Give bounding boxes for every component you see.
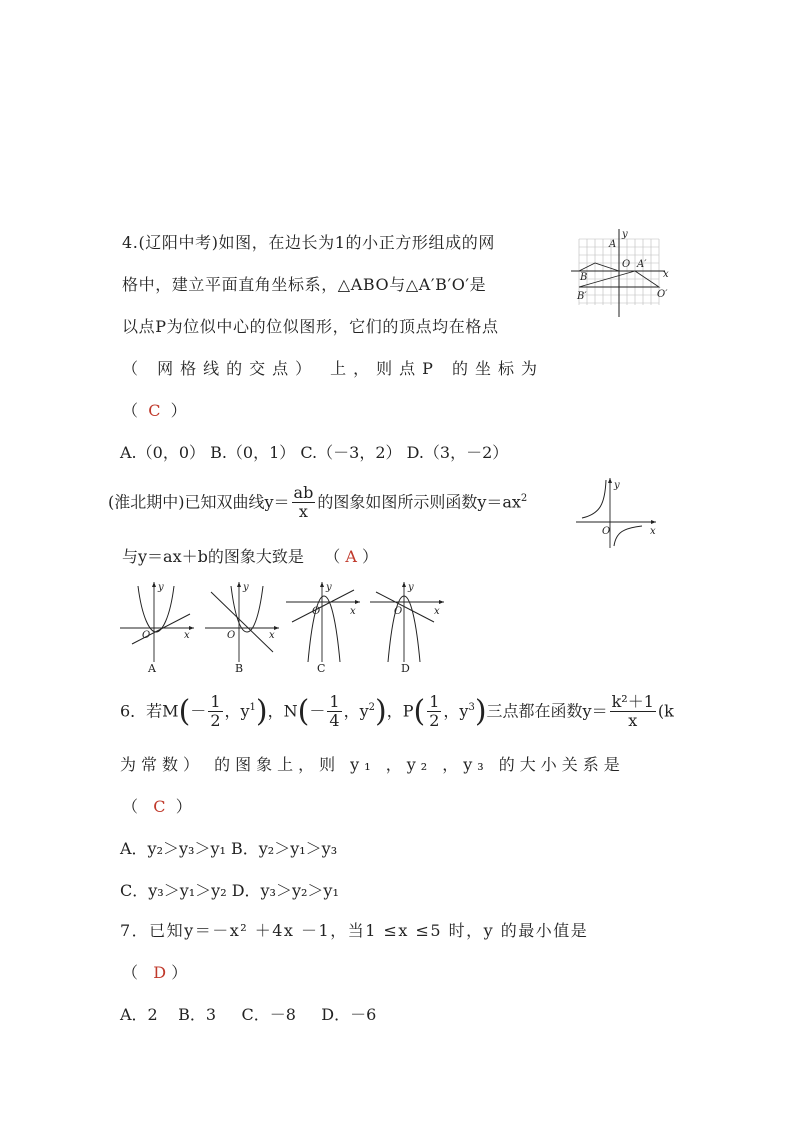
q6-n-sup: 2 xyxy=(368,702,375,713)
q5-hyperbola-figure xyxy=(572,474,664,554)
q5-graph-d-label: D xyxy=(401,662,410,674)
q5-graph-b-label: B xyxy=(235,662,244,674)
svg-text:O: O xyxy=(227,630,236,641)
q6-m-sign: － xyxy=(190,701,207,721)
q4-answer: C xyxy=(148,401,161,420)
q5-graph-a-label: A xyxy=(148,662,156,674)
q5-hyp-label-o: O xyxy=(602,526,611,537)
q6-n-den: 4 xyxy=(329,711,340,731)
q7-paren-close: ） xyxy=(171,963,188,982)
q6-m-sup: 1 xyxy=(249,702,256,713)
q4-line1: 4.(辽阳中考)如图，在边长为1的小正方形组成的网 xyxy=(122,233,495,252)
q6-options-ab: A．y₂＞y₃＞y₁ B．y₂＞y₁＞y₃ xyxy=(120,839,338,858)
q4-label-a: A xyxy=(609,239,617,250)
q5-paren-open: （ xyxy=(324,547,341,566)
q4-paren-close: ） xyxy=(170,401,187,420)
q7-options: A．2 B．3 C．－8 D．－6 xyxy=(120,1005,377,1024)
q6-n-y: ，y xyxy=(343,701,369,721)
q4-grid-figure xyxy=(565,225,675,320)
svg-text:y: y xyxy=(326,582,332,593)
q5-answer: A xyxy=(345,547,357,566)
q5-paren-close: ） xyxy=(361,547,378,566)
svg-text:y: y xyxy=(158,582,164,593)
q4-label-o: O xyxy=(622,259,631,270)
q5-fraction xyxy=(292,484,316,522)
svg-text:x: x xyxy=(350,606,356,617)
q5-prefix: (淮北期中)已知双曲线y＝ xyxy=(108,492,290,512)
q6-mid: 三点都在函数y＝ xyxy=(486,701,608,721)
q4-triangle-abo xyxy=(579,263,619,271)
q6-m-den: 2 xyxy=(210,711,221,731)
q5-sup: 2 xyxy=(520,493,528,505)
q6-n-frac xyxy=(327,693,341,731)
q6-f-num: k²＋1 xyxy=(611,691,654,711)
q6-n-label: ，N xyxy=(267,701,298,721)
q6-prefix: 6．若M xyxy=(120,701,179,721)
q6-p-label: ，P xyxy=(386,701,414,721)
q6-p-y: ，y xyxy=(443,701,469,721)
svg-text:O: O xyxy=(142,630,151,641)
q5-hyp-label-x: x xyxy=(650,526,656,537)
svg-text:x: x xyxy=(434,606,440,617)
q7-answer-line xyxy=(122,960,187,983)
q6-answer: C xyxy=(153,797,166,816)
svg-text:x: x xyxy=(269,630,275,641)
q6-paren-open: （ xyxy=(122,797,139,816)
q4-answer-line xyxy=(122,398,187,421)
q5-graph-c-label: C xyxy=(317,662,326,674)
q7-line1: 7．已知y＝－x² ＋4x －1，当1 ≤x ≤5 时，y 的最小值是 xyxy=(120,921,589,940)
q6-p-sup: 3 xyxy=(468,702,475,713)
q5-line1 xyxy=(108,484,527,522)
q5-hyp-label-y: y xyxy=(614,480,620,491)
q6-line2: 为常数） 的图象上，则 y₁ ，y₂ ，y₃ 的大小关系是 xyxy=(120,755,625,774)
q4-label-a2: A′ xyxy=(637,259,647,270)
q6-tail: (k xyxy=(657,701,674,721)
q4-label-b2: B′ xyxy=(577,291,587,302)
q6-n-sign: － xyxy=(309,701,326,721)
q4-label-b: B xyxy=(580,272,588,283)
q5-graph-c xyxy=(284,578,364,674)
q4-options: A.（0，0） B.（0，1） C.（－3，2） D.（3，－2） xyxy=(120,443,509,462)
q5-graph-a xyxy=(118,578,198,674)
svg-text:O: O xyxy=(394,606,403,617)
q5-line2-text: 与y＝ax＋b的图象大致是 xyxy=(122,547,304,566)
q6-m-num: 1 xyxy=(210,691,221,711)
q4-label-y: y xyxy=(622,229,628,240)
svg-text:y: y xyxy=(408,582,414,593)
q6-m-frac xyxy=(208,693,222,731)
q5-frac-num: ab xyxy=(293,483,314,502)
svg-text:y: y xyxy=(243,582,249,593)
svg-text:x: x xyxy=(184,630,190,641)
q6-m-y: ，y xyxy=(224,701,250,721)
q6-p-num: 1 xyxy=(429,691,440,711)
q7-paren-open: （ xyxy=(122,963,139,982)
q6-f-den: x xyxy=(628,711,638,731)
q5-graph-d xyxy=(368,578,448,674)
q4-line2: 格中，建立平面直角坐标系，△ABO与△A′B′O′是 xyxy=(122,275,487,294)
q5-graph-b xyxy=(203,578,283,674)
q7-answer: D xyxy=(153,963,167,982)
q5-suffix: 的图象如图所示则函数y＝ax xyxy=(317,492,521,512)
q6-func-frac xyxy=(610,693,656,731)
q6-p-frac xyxy=(427,693,441,731)
q6-paren-close: ） xyxy=(175,797,192,816)
q4-line3: 以点P为位似中心的位似图形，它们的顶点均在格点 xyxy=(122,317,499,336)
q6-line1: 6．若M(－ $\frac{1}{2}$ ，$y^1$)，N(－ $\frac{1}{4}$ ，$y^2$)，P( $\frac{1}{2}$ ，$y^3$)三点都在函数y＝ $\frac{\text{k²＋1}}{x}$ (k xyxy=(120,691,674,731)
q5-line2 xyxy=(122,544,378,567)
q6-options-cd: C．y₃＞y₁＞y₂ D．y₃＞y₂＞y₁ xyxy=(120,881,339,900)
q5-frac-den: x xyxy=(298,502,308,522)
q4-label-o2: O′ xyxy=(657,289,668,300)
q4-line4: （ 网格线的交点） 上，则点P 的坐标为 xyxy=(122,359,545,378)
q6-p-den: 2 xyxy=(429,711,440,731)
q4-paren-open: （ xyxy=(122,401,139,420)
q4-label-x: x xyxy=(663,269,669,280)
q6-answer-line xyxy=(122,794,192,817)
q6-n-num: 1 xyxy=(329,691,340,711)
svg-text:O: O xyxy=(312,606,321,617)
